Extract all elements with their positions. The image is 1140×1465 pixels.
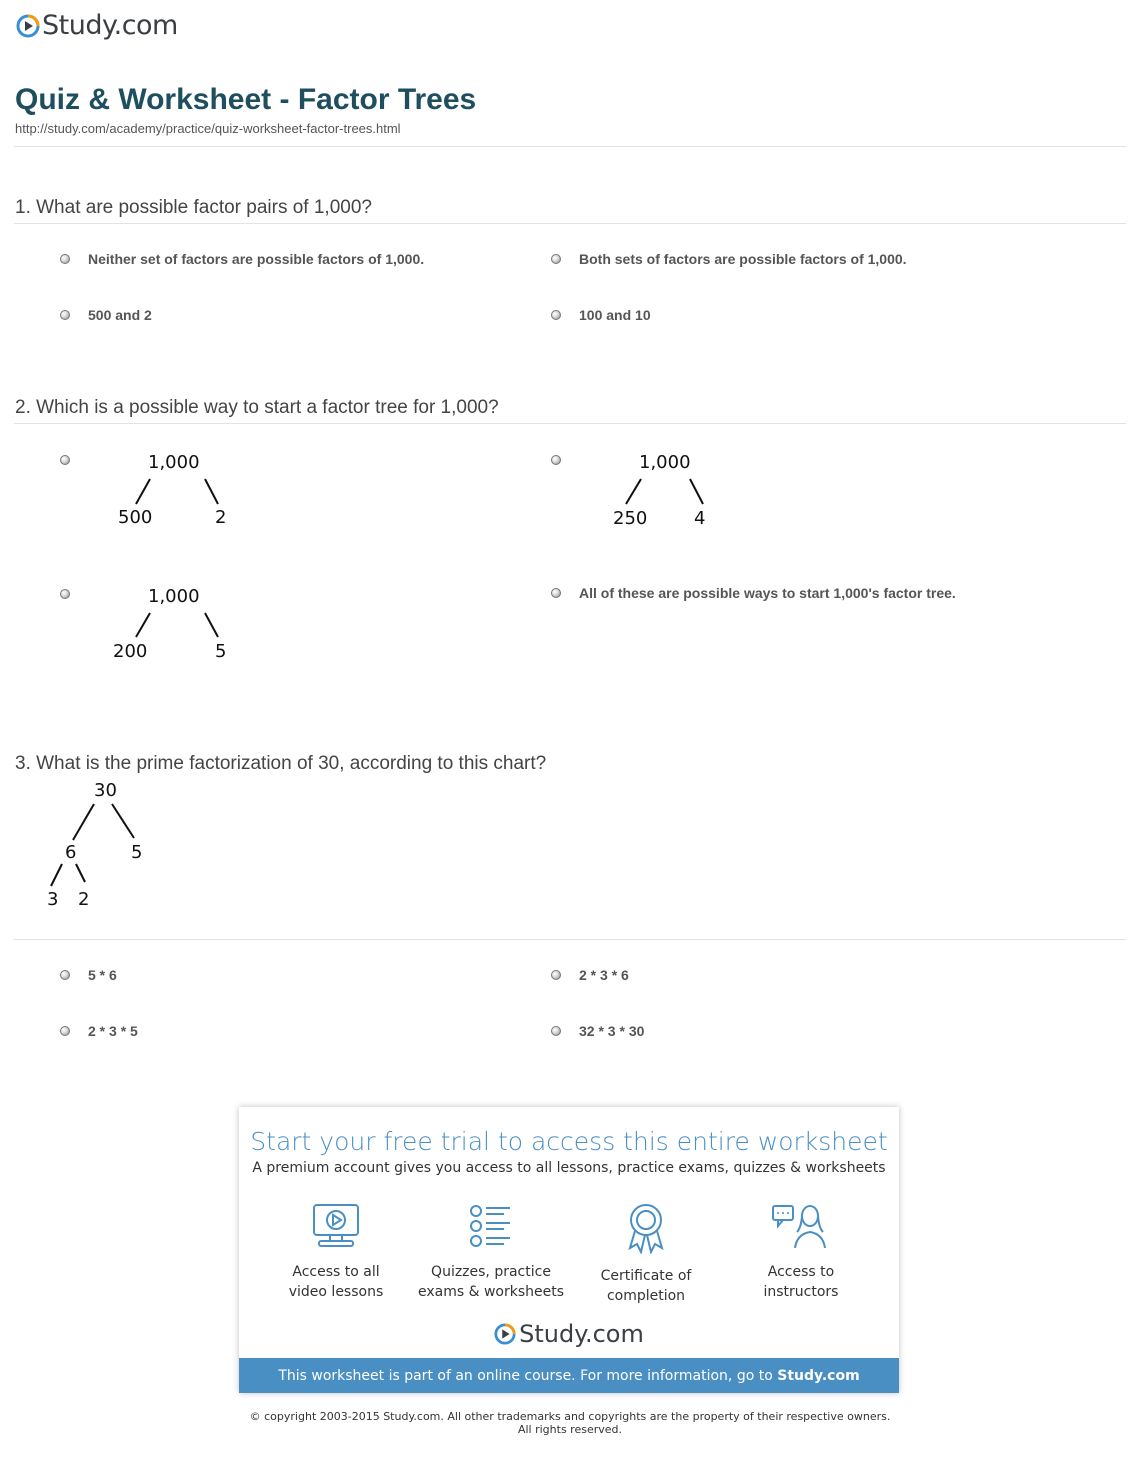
q2-option-c[interactable] (60, 586, 228, 666)
tree-left-leaf: 500 (118, 507, 153, 528)
divider (14, 146, 1126, 147)
logo-text: Study.com (42, 10, 178, 41)
free-trial-promo (239, 1107, 899, 1393)
video-lessons-icon (311, 1202, 361, 1250)
promo-bar-text: This worksheet is part of an online course. For more information, go to (278, 1367, 778, 1384)
radio-button[interactable] (551, 1026, 561, 1036)
radio-button[interactable] (551, 254, 561, 264)
question-3-text: 3. What is the prime factorization of 30, according to this chart? (15, 753, 547, 774)
feature-label-line2: completion (606, 1288, 686, 1304)
tree-root: 1,000 (148, 586, 200, 607)
factor-tree-option-a (88, 452, 228, 532)
radio-button[interactable] (60, 589, 70, 599)
option-label: Neither set of factors are possible factors of 1,000. (88, 251, 425, 267)
option-label: 32 * 3 * 30 (579, 1023, 645, 1039)
q2-option-d[interactable] (551, 585, 956, 601)
page-title: Quiz & Worksheet - Factor Trees (15, 83, 477, 116)
feature-label-line1: Certificate of (600, 1268, 692, 1284)
q3-option-d[interactable] (551, 1023, 644, 1039)
feature-instructors (726, 1202, 876, 1302)
q2-option-a[interactable] (60, 452, 228, 532)
option-label: 5 * 6 (88, 967, 117, 983)
certificate-ribbon-icon (621, 1202, 671, 1254)
promo-headline[interactable]: Start your free trial to access this entire worksheet (250, 1127, 888, 1156)
feature-certificate (571, 1202, 721, 1306)
radio-button[interactable] (60, 1026, 70, 1036)
study-logo[interactable] (16, 10, 178, 41)
feature-video-lessons (261, 1202, 411, 1302)
q1-option-d[interactable] (551, 307, 651, 323)
q1-option-a[interactable] (60, 251, 424, 267)
feature-quizzes (416, 1202, 566, 1302)
play-logo-icon (16, 14, 40, 38)
radio-button[interactable] (60, 254, 70, 264)
q2-option-b[interactable] (551, 452, 719, 532)
feature-label-line2: instructors (763, 1284, 839, 1300)
instructor-icon (771, 1202, 831, 1250)
radio-button[interactable] (60, 310, 70, 320)
play-logo-icon (494, 1323, 516, 1345)
factor-tree-option-c (88, 586, 228, 666)
promo-logo[interactable] (239, 1320, 899, 1348)
page-url[interactable]: http://study.com/academy/practice/quiz-worksheet-factor-trees.html (15, 121, 401, 136)
q3-option-b[interactable] (551, 967, 629, 983)
promo-bar-link[interactable]: Study.com (777, 1367, 860, 1384)
chart-node-5: 5 (131, 842, 143, 863)
promo-logo-text: Study.com (519, 1320, 644, 1348)
question-2-text: 2. Which is a possible way to start a factor tree for 1,000? (15, 397, 499, 418)
copyright-line: © copyright 2003-2015 Study.com. All other trademarks and copyrights are the property of their respective owners. (249, 1410, 891, 1423)
tree-left-leaf: 250 (613, 508, 648, 529)
option-label: 2 * 3 * 5 (88, 1023, 138, 1039)
option-label: All of these are possible ways to start 1,000's factor tree. (579, 585, 956, 601)
radio-button[interactable] (60, 455, 70, 465)
factor-tree-option-b (579, 452, 719, 532)
tree-left-leaf: 200 (113, 641, 148, 662)
tree-root: 1,000 (639, 452, 691, 473)
tree-right-leaf: 2 (215, 507, 227, 528)
chart-node-6: 6 (65, 842, 77, 863)
divider (14, 423, 1126, 424)
rights-line: All rights reserved. (517, 1423, 623, 1436)
q1-option-c[interactable] (60, 307, 152, 323)
copyright-footer (0, 1410, 1140, 1436)
option-label: 2 * 3 * 6 (579, 967, 629, 983)
chart-root: 30 (94, 780, 117, 801)
feature-label-line1: Access to all (292, 1264, 380, 1280)
divider (14, 939, 1126, 940)
option-label: Both sets of factors are possible factors of 1,000. (579, 251, 907, 267)
chart-leaf-2: 2 (78, 889, 90, 910)
radio-button[interactable] (551, 310, 561, 320)
chart-leaf-3: 3 (47, 889, 59, 910)
feature-label-line1: Quizzes, practice (431, 1264, 551, 1280)
feature-label-line2: video lessons (288, 1284, 384, 1300)
question-1-text: 1. What are possible factor pairs of 1,000? (15, 197, 372, 218)
q3-option-c[interactable] (60, 1023, 138, 1039)
radio-button[interactable] (551, 588, 561, 598)
quizzes-list-icon (466, 1202, 516, 1250)
promo-subhead: A premium account gives you access to all lessons, practice exams, quizzes & worksheets (252, 1160, 886, 1176)
divider (14, 223, 1126, 224)
radio-button[interactable] (551, 455, 561, 465)
factor-tree-chart (40, 780, 160, 915)
q1-option-b[interactable] (551, 251, 907, 267)
option-label: 500 and 2 (88, 307, 152, 323)
option-label: 100 and 10 (579, 307, 651, 323)
promo-footer-bar (239, 1358, 899, 1393)
feature-label-line1: Access to (767, 1264, 835, 1280)
tree-root: 1,000 (148, 452, 200, 473)
tree-right-leaf: 5 (215, 641, 227, 662)
feature-label-line2: exams & worksheets (417, 1284, 565, 1300)
radio-button[interactable] (551, 970, 561, 980)
tree-right-leaf: 4 (694, 508, 706, 529)
q3-option-a[interactable] (60, 967, 117, 983)
radio-button[interactable] (60, 970, 70, 980)
